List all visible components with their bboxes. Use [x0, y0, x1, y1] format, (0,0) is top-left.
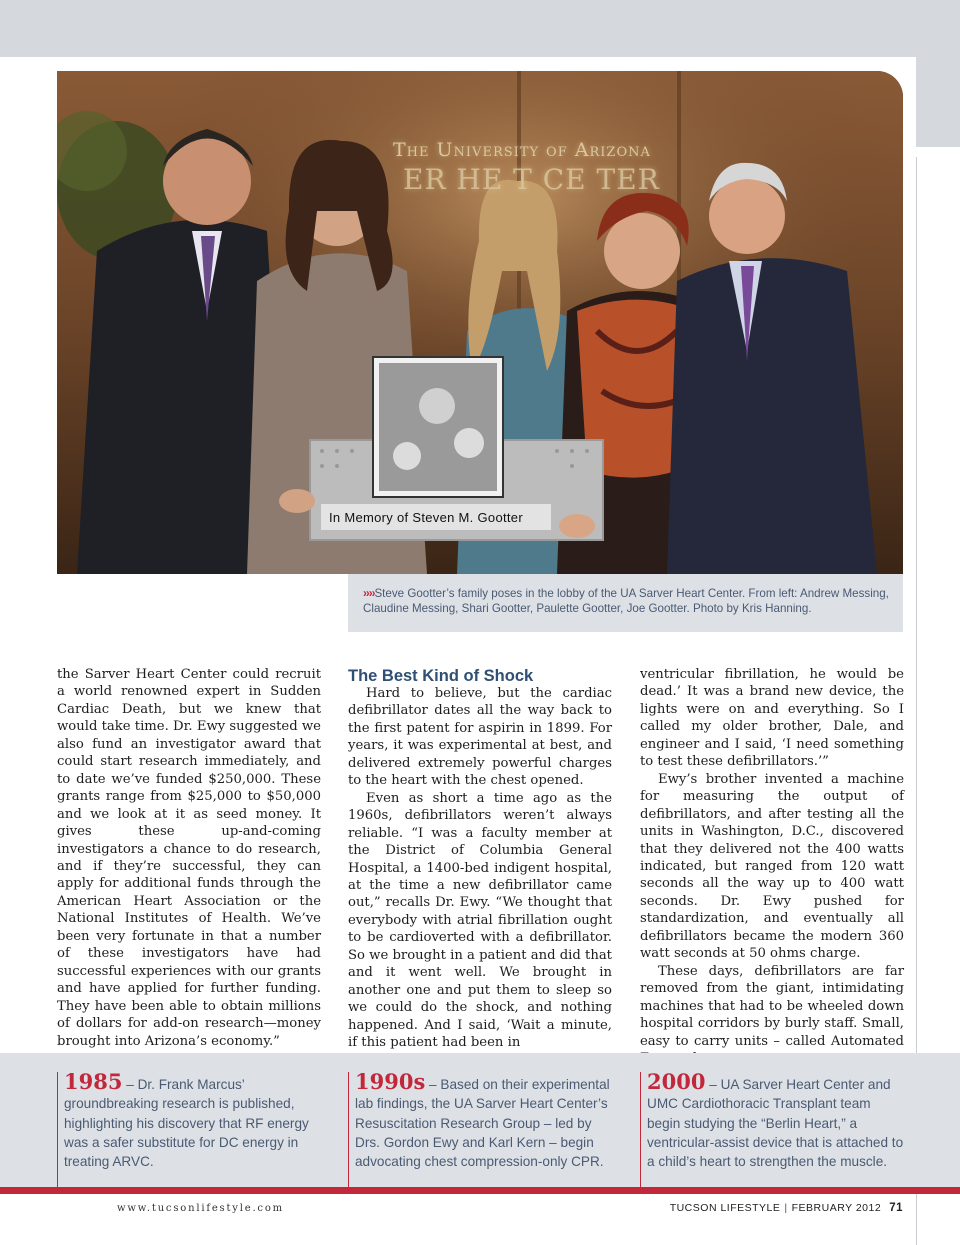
- paragraph-text: These days, defibrillators are far removed from the giant, intimidating machines that had to be wheeled down hospital corridors by burly staff. Small, easy to carry units – called Automated: [640, 963, 904, 1049]
- caption-text: Steve Gootter’s family poses in the lobby of the UA Sarver Heart Center. From left: Andrew Messing, Claudine Messing, Shari Gootter, Paulette Gootter, Joe Gootter. Photo by Kris Hanning.: [363, 587, 889, 615]
- top-header-band: [0, 0, 960, 57]
- sign-center-name: ER HE T CE TER: [403, 163, 660, 196]
- photo-caption: [348, 574, 903, 632]
- footer-website-link[interactable]: www.tucsonlifestyle.com: [117, 1203, 284, 1214]
- timeline-year: 1990s: [355, 1069, 426, 1094]
- timeline-year: 2000: [647, 1069, 706, 1094]
- body-column-2: [348, 666, 612, 1052]
- paragraph: the Sarver Heart Center could recruit a world renowned expert in Sudden Cardiac Death, but we knew that would take time. Dr. Ewy suggested we also fund an investigator award that could start research immediately, and to date we’ve funded $250,000. These grants range from $25,000 to $50,000 and we look at it as seed money. It gives these up-and-coming investigators a chance to do research, and if they’re successful, they can apply for additional funds through the American Heart Association or the National Institutes of Health. We’ve been very fortunate in that a number of these investigators have had successful experiences with our grants and have applied for further funding. They have been able to obtain millions of dollars for add-on research—money brought into Arizona’s economy.”: [57, 667, 321, 1049]
- footer-folio: [670, 1202, 903, 1214]
- footer-red-rule: [0, 1187, 960, 1194]
- timeline-entry-2000: [640, 1069, 906, 1171]
- caption-arrows-icon: ››››: [363, 587, 375, 600]
- paragraph: Hard to believe, but the cardiac defibrillator dates all the way back to the first patent for aspirin in 1899. For years, it was experimental at best, and delivered extremely powerful charges to the heart with the chest opened.: [348, 686, 612, 789]
- footer-magazine-name: TUCSON LIFESTYLE: [669, 1202, 781, 1214]
- footer-issue-date: FEBRUARY 2012: [791, 1202, 882, 1214]
- timeline-text: – Based on their experimental lab findings, the UA Sarver Heart Center’s Resuscitation Research Group – led by Drs. Gordon Ewy and Karl Kern – begin advocating chest compression-only CPR.: [355, 1077, 610, 1170]
- group-photo: [57, 71, 903, 574]
- timeline-text: – Dr. Frank Marcus’ groundbreaking research is published, highlighting his discovery that RF energy was a safer substitute for DC energy in treating ARVC.: [64, 1077, 309, 1170]
- timeline-entry-1985: [57, 1069, 323, 1171]
- paragraph: Ewy’s brother invented a machine for measuring the output of defibrillators, and after testing all the units in Washington, D.C., discovered that they delivered not the 400 watts indicated, but ranged from 120 watt seconds all the way up to 400 watt seconds. Dr. Ewy pushed for standardization, and eventually all defibrillators became the modern 360 watt seconds at 50 ohms charge.: [640, 771, 904, 962]
- timeline-entry-1990s: [348, 1069, 614, 1171]
- body-column-3: [640, 666, 904, 1067]
- body-column-1: [57, 666, 321, 1050]
- page-number: 71: [889, 1202, 903, 1214]
- paragraph-continued: [640, 963, 904, 1068]
- timeline-year: 1985: [64, 1069, 123, 1094]
- paragraph: ventricular fibrillation, he would be dead.’ It was a brand new device, the lights were on and everything. So I called my older brother, Dale, and engineer and I said, ‘I need something to test these defibrillators.’”: [640, 667, 904, 770]
- page-edge-tab: [916, 57, 960, 147]
- memorial-plaque-text: In Memory of Steven M. Gootter: [329, 510, 523, 525]
- paragraph: Even as short a time ago as the 1960s, defibrillators weren’t always reliable. “I was a faculty member at the District of Columbia General Hospital, a 1400-bed indigent hospital, at the time a new defibrillator came out,” recalls Dr. Ewy. “We thought that everybody with atrial fibrillation ought to be cardioverted with a defibrillator. So we brought in a patient and did that and it went well. We brought in another one and put them to sleep so we could do the shock, and nothing happened. And I said, ‘Wait a minute, if this patient had been in: [348, 790, 612, 1051]
- timeline-text: – UA Sarver Heart Center and UMC Cardiothoracic Transplant team begin studying the “Berlin Heart,” a ventricular-assist device that is attached to a child’s heart to strengthen the muscle.: [647, 1077, 904, 1170]
- section-heading: The Best Kind of Shock: [348, 667, 534, 685]
- footer-separator: |: [784, 1202, 788, 1214]
- sign-university-name: The University of Arizona: [393, 139, 651, 161]
